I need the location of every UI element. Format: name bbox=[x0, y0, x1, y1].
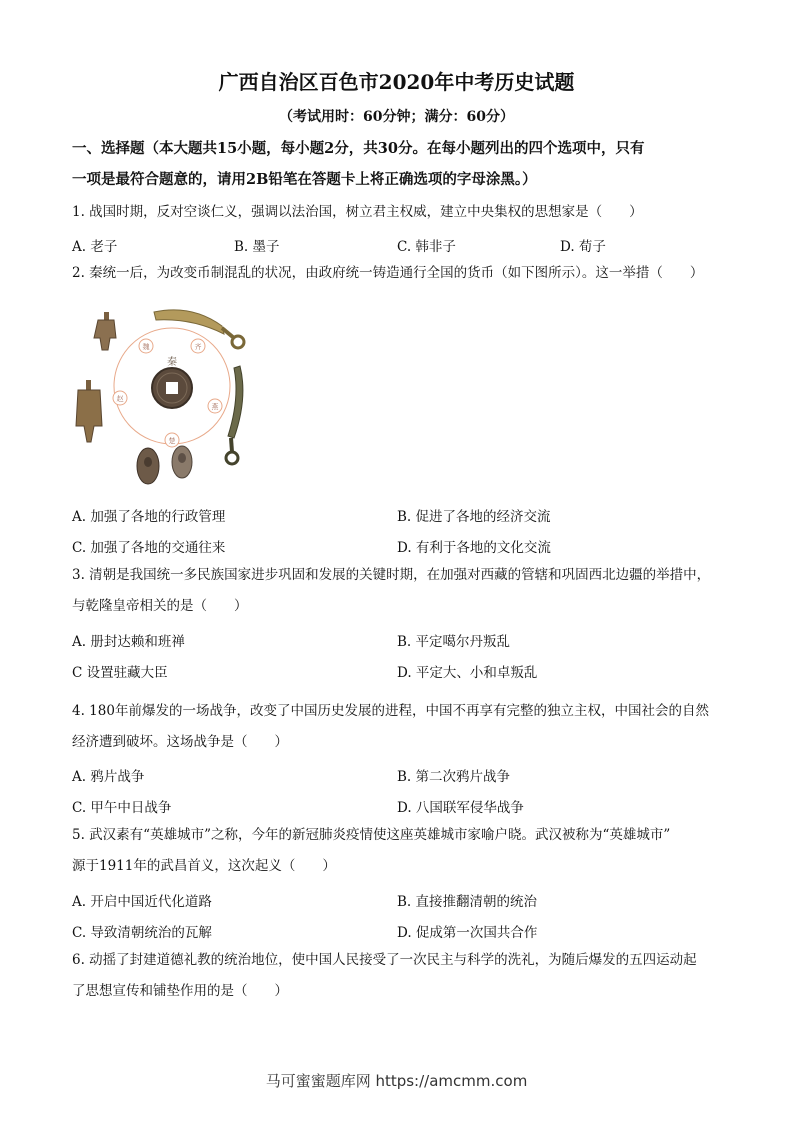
option-a: A. 老子 bbox=[72, 239, 118, 255]
state-badge bbox=[165, 433, 179, 447]
svg-text:齐: 齐 bbox=[194, 343, 202, 351]
svg-text:楚: 楚 bbox=[168, 437, 176, 445]
option-d: D. 八国联军侵华战争 bbox=[397, 800, 524, 816]
footer-watermark: 马可蜜蜜题库网 https://amcmm.com bbox=[265, 1072, 528, 1090]
exam-info: （考试用时：60分钟；满分：60分） bbox=[279, 109, 514, 125]
center-label: 秦 bbox=[167, 357, 177, 368]
state-badge bbox=[191, 339, 205, 353]
spade-coin bbox=[76, 380, 102, 442]
state-badge bbox=[208, 399, 222, 413]
question-text: 3. 清朝是我国统一多民族国家进步巩固和发展的关键时期，在加强对西藏的管辖和巩固西北边疆的举措中， bbox=[72, 567, 711, 583]
option-b: B. 促进了各地的经济交流 bbox=[397, 509, 551, 525]
question-6 bbox=[72, 945, 732, 1007]
ant-nose-coin bbox=[137, 448, 159, 484]
option-b: B. 墨子 bbox=[234, 239, 280, 255]
svg-text:魏: 魏 bbox=[142, 343, 150, 351]
option-b: B. 平定噶尔丹叛乱 bbox=[397, 634, 511, 650]
banliang-coin bbox=[152, 368, 192, 408]
question-5 bbox=[72, 820, 732, 882]
qin-coin-figure bbox=[72, 298, 252, 490]
section-heading-line: 一、选择题（本大题共15小题，每小题2分，共30分。在每小题列出的四个选项中，只有 bbox=[72, 140, 645, 157]
page-title: 广西自治区百色市2020年中考历史试题 bbox=[218, 70, 575, 94]
option-d: D. 有利于各地的文化交流 bbox=[397, 540, 551, 556]
option-c: C 设置驻藏大臣 bbox=[72, 665, 168, 681]
option-c: C. 加强了各地的交通往来 bbox=[72, 540, 226, 556]
question-4 bbox=[72, 696, 732, 758]
question-text: 了思想宣传和铺垫作用的是（ ） bbox=[72, 983, 288, 999]
option-b: B. 第二次鸦片战争 bbox=[397, 769, 511, 785]
ant-nose-coin bbox=[172, 446, 192, 478]
question-text: 源于1911年的武昌首义，这次起义（ ） bbox=[72, 858, 336, 874]
question-3 bbox=[72, 560, 732, 622]
svg-text:赵: 赵 bbox=[116, 395, 124, 403]
spade-coin bbox=[94, 312, 116, 350]
question-text: 1. 战国时期，反对空谈仁义，强调以法治国，树立君主权威，建立中央集权的思想家是（ ） bbox=[72, 204, 643, 220]
section-heading bbox=[72, 133, 732, 195]
question-2 bbox=[72, 258, 732, 289]
question-1 bbox=[72, 197, 732, 228]
question-text: 6. 动摇了封建道德礼教的统治地位，使中国人民接受了一次民主与科学的洗礼，为随后爆发的五四运动起 bbox=[72, 952, 697, 968]
option-a: A. 册封达赖和班禅 bbox=[72, 634, 185, 650]
section-heading-line: 一项是最符合题意的，请用2B铅笔在答题卡上将正确选项的字母涂黑。） bbox=[72, 171, 537, 188]
option-c: C. 导致清朝统治的瓦解 bbox=[72, 925, 212, 941]
state-badge bbox=[113, 391, 127, 405]
question-text: 2. 秦统一后，为改变币制混乱的状况，由政府统一铸造通行全国的货币（如下图所示）。这一举措（ ） bbox=[72, 265, 704, 281]
option-b: B. 直接推翻清朝的统治 bbox=[397, 894, 538, 910]
question-text: 5. 武汉素有“英雄城市”之称，今年的新冠肺炎疫情使这座英雄城市家喻户晓。武汉被称为“英雄城市” bbox=[72, 827, 671, 843]
option-c: C. 韩非子 bbox=[397, 239, 456, 255]
knife-coin bbox=[226, 366, 243, 464]
question-text: 与乾隆皇帝相关的是（ ） bbox=[72, 598, 248, 614]
option-d: D. 荀子 bbox=[560, 239, 606, 255]
option-a: A. 加强了各地的行政管理 bbox=[72, 509, 226, 525]
option-d: D. 促成第一次国共合作 bbox=[397, 925, 538, 941]
option-c: C. 甲午中日战争 bbox=[72, 800, 172, 816]
question-text: 经济遭到破坏。这场战争是（ ） bbox=[72, 734, 288, 750]
question-text: 4. 180年前爆发的一场战争，改变了中国历史发展的进程，中国不再享有完整的独立主权，中国社会的自然 bbox=[72, 703, 709, 719]
svg-text:燕: 燕 bbox=[211, 403, 219, 411]
option-d: D. 平定大、小和卓叛乱 bbox=[397, 665, 538, 681]
state-badge bbox=[139, 339, 153, 353]
option-a: A. 鸦片战争 bbox=[72, 769, 145, 785]
option-a: A. 开启中国近代化道路 bbox=[72, 894, 212, 910]
